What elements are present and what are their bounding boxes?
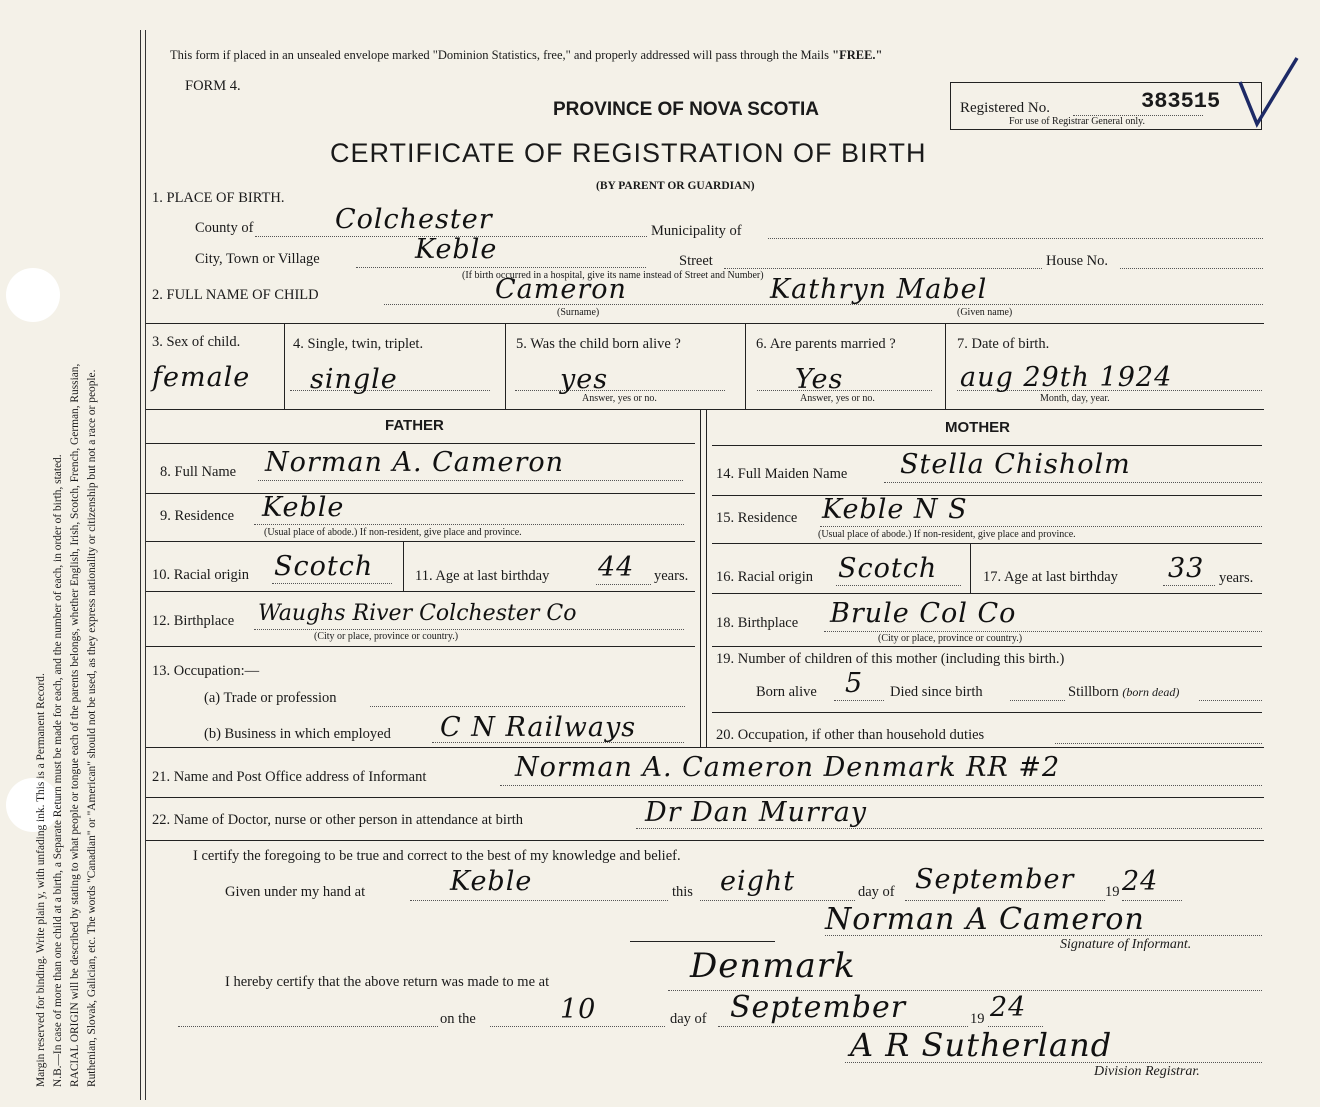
father-race-value: Scotch bbox=[274, 551, 374, 582]
registrar-year-prefix: 19 bbox=[970, 1011, 985, 1027]
mother-residence-label: 15. Residence bbox=[716, 510, 798, 526]
mailing-note-text: This form if placed in an unsealed envelope marked "Dominion Statistics, free," and properly addressed will pass through the Mails bbox=[170, 48, 829, 62]
parents-married-answer: Yes bbox=[795, 364, 844, 395]
dotted-rule bbox=[1163, 585, 1215, 586]
divider bbox=[146, 840, 1264, 841]
died-since-birth-label: Died since birth bbox=[890, 684, 983, 700]
mother-birthplace-label: 18. Birthplace bbox=[716, 615, 799, 631]
divider bbox=[630, 941, 775, 942]
business-label: (b) Business in which employed bbox=[204, 726, 391, 742]
doctor-value: Dr Dan Murray bbox=[645, 797, 868, 828]
father-heading: FATHER bbox=[385, 417, 444, 434]
divider bbox=[403, 541, 404, 591]
mother-heading: MOTHER bbox=[945, 419, 1010, 436]
dotted-rule bbox=[1120, 268, 1263, 269]
dotted-rule bbox=[700, 900, 855, 901]
form-label: FORM 4. bbox=[185, 78, 241, 94]
occupation-label: 13. Occupation:— bbox=[152, 663, 260, 679]
father-birthplace-value: Waughs River Colchester Co bbox=[258, 601, 577, 626]
child-surname: Cameron bbox=[495, 274, 627, 305]
answer-note: Answer, yes or no. bbox=[582, 393, 657, 404]
check-mark-icon bbox=[1235, 52, 1305, 132]
father-residence-note: (Usual place of abode.) If non-resident, give place and province. bbox=[264, 527, 522, 538]
side-note-line: N.B.—In case of more than one child at a birth, a Separate Return must be made for each, and the number of each, in order of birth, stated. bbox=[52, 454, 64, 1087]
city-label: City, Town or Village bbox=[195, 251, 320, 267]
day-value: eight bbox=[720, 866, 796, 897]
registrar-month-value: September bbox=[730, 990, 907, 1025]
father-birthplace-label: 12. Birthplace bbox=[152, 613, 235, 629]
registered-label: Registered No. bbox=[960, 100, 1050, 116]
side-note-line: RACIAL ORIGIN will be described by stating to what people or tongue each of the parents belongs, whether English, Irish, Scotch, French, German, Russian, bbox=[69, 363, 81, 1087]
divider bbox=[146, 646, 695, 647]
divider bbox=[712, 593, 1262, 594]
sex-label: 3. Sex of child. bbox=[152, 334, 241, 350]
mother-birthplace-note: (City or place, province or country.) bbox=[878, 633, 1023, 644]
mother-name-label: 14. Full Maiden Name bbox=[716, 466, 848, 482]
father-residence-label: 9. Residence bbox=[160, 508, 235, 524]
dotted-rule bbox=[490, 1026, 665, 1027]
divider bbox=[706, 409, 707, 747]
side-note-line: Ruthenian, Slovak, Galician, etc. The words "Canadian" or "American" should not be used, as they express nationality or citizenship but not a race or people. bbox=[86, 369, 98, 1087]
divider bbox=[146, 323, 1264, 324]
divider bbox=[146, 493, 695, 494]
father-name-value: Norman A. Cameron bbox=[265, 447, 565, 478]
year-value: 24 bbox=[1122, 866, 1159, 897]
dotted-rule bbox=[254, 524, 684, 525]
mother-residence-value: Keble N S bbox=[822, 494, 968, 525]
mother-race-label: 16. Racial origin bbox=[716, 569, 814, 585]
margin-rule bbox=[140, 30, 141, 1100]
given-note: (Given name) bbox=[957, 307, 1013, 318]
stillborn-label-text: Stillborn bbox=[1068, 684, 1119, 700]
born-alive-label: Born alive bbox=[756, 684, 817, 700]
dotted-rule bbox=[258, 480, 683, 481]
dotted-rule bbox=[884, 482, 1262, 483]
father-age-label: 11. Age at last birthday bbox=[415, 568, 550, 584]
divider bbox=[146, 409, 1264, 410]
dotted-rule bbox=[410, 900, 668, 901]
mother-birthplace-value: Brule Col Co bbox=[830, 598, 1017, 629]
dob-label: 7. Date of birth. bbox=[957, 336, 1050, 352]
doctor-label: 22. Name of Doctor, nurse or other person in attendance at birth bbox=[152, 812, 524, 828]
month-value: September bbox=[915, 864, 1075, 895]
dotted-rule bbox=[905, 900, 1105, 901]
place-heading: 1. PLACE OF BIRTH. bbox=[152, 190, 285, 206]
certify-statement: I certify the foregoing to be true and correct to the best of my knowledge and belief. bbox=[193, 848, 681, 864]
registered-box bbox=[950, 82, 1262, 130]
divider bbox=[712, 712, 1262, 713]
child-given-name: Kathryn Mabel bbox=[770, 274, 988, 305]
informant-label: 21. Name and Post Office address of Informant bbox=[152, 769, 427, 785]
informant-signature: Norman A Cameron bbox=[825, 902, 1145, 937]
day-of-label: day of bbox=[858, 884, 895, 900]
dob-note: Month, day, year. bbox=[1040, 393, 1110, 404]
trade-label: (a) Trade or profession bbox=[204, 690, 337, 706]
divider bbox=[745, 323, 746, 409]
year-prefix: 19 bbox=[1105, 884, 1120, 900]
page-title: CERTIFICATE OF REGISTRATION OF BIRTH bbox=[330, 138, 927, 168]
dotted-rule bbox=[1010, 700, 1065, 701]
dotted-rule bbox=[1122, 900, 1182, 901]
mailing-free: "FREE." bbox=[832, 48, 883, 62]
dob-value: aug 29th 1924 bbox=[960, 362, 1173, 393]
divider bbox=[146, 541, 695, 542]
dotted-rule bbox=[636, 828, 1262, 829]
divider bbox=[146, 747, 1264, 748]
side-notes bbox=[33, 77, 101, 1087]
dotted-rule bbox=[254, 629, 684, 630]
dotted-rule bbox=[757, 390, 932, 391]
divider bbox=[712, 543, 1262, 544]
municipality-label: Municipality of bbox=[651, 223, 742, 239]
page-subtitle: (BY PARENT OR GUARDIAN) bbox=[596, 180, 755, 192]
dotted-rule bbox=[724, 268, 1042, 269]
mother-years: years. bbox=[1219, 570, 1254, 586]
registrar-statement: I hereby certify that the above return was made to me at bbox=[225, 974, 550, 990]
born-alive-question: 5. Was the child born alive ? bbox=[516, 336, 681, 352]
answer-note: Answer, yes or no. bbox=[800, 393, 875, 404]
given-place-value: Keble bbox=[450, 866, 533, 897]
plurality-label: 4. Single, twin, triplet. bbox=[293, 336, 424, 352]
business-value: C N Railways bbox=[440, 712, 637, 743]
sex-value: female bbox=[152, 362, 251, 393]
signature-informant-label: Signature of Informant. bbox=[1060, 937, 1192, 952]
dotted-rule bbox=[370, 706, 685, 707]
registrar-day-of-label: day of bbox=[670, 1011, 707, 1027]
plurality-value: single bbox=[310, 364, 398, 395]
divider bbox=[970, 543, 971, 593]
side-note-line: Margin reserved for binding. Write plain y, with unfading ink. This is a Permanent Record. bbox=[35, 673, 47, 1087]
surname-note: (Surname) bbox=[557, 307, 600, 318]
mother-race-value: Scotch bbox=[838, 553, 938, 584]
city-value: Keble bbox=[415, 234, 498, 265]
dotted-rule bbox=[1055, 743, 1262, 744]
this-label: this bbox=[672, 884, 693, 900]
dotted-rule bbox=[1199, 700, 1262, 701]
mailing-note bbox=[170, 48, 882, 63]
dotted-rule bbox=[356, 267, 646, 268]
mother-occupation-label: 20. Occupation, if other than household duties bbox=[716, 727, 985, 743]
father-age-value: 44 bbox=[598, 552, 635, 583]
divider bbox=[712, 646, 1262, 647]
mother-age-label: 17. Age at last birthday bbox=[983, 569, 1118, 585]
registered-number: 383515 bbox=[1141, 89, 1221, 114]
divider bbox=[505, 323, 506, 409]
dotted-rule bbox=[836, 585, 961, 586]
registrar-year-value: 24 bbox=[990, 992, 1027, 1023]
parents-married-question: 6. Are parents married ? bbox=[756, 336, 896, 352]
hospital-note: (If birth occurred in a hospital, give its name instead of Street and Number) bbox=[462, 270, 764, 281]
on-the-label: on the bbox=[440, 1011, 476, 1027]
dotted-rule bbox=[824, 631, 1262, 632]
dotted-rule bbox=[515, 390, 725, 391]
child-name-label: 2. FULL NAME OF CHILD bbox=[152, 287, 319, 303]
mother-name-value: Stella Chisholm bbox=[900, 449, 1131, 480]
county-value: Colchester bbox=[335, 204, 493, 235]
informant-value: Norman A. Cameron Denmark RR #2 bbox=[515, 752, 1061, 783]
given-under-label: Given under my hand at bbox=[225, 884, 366, 900]
margin-rule bbox=[145, 30, 146, 1100]
divider bbox=[712, 445, 1262, 446]
house-label: House No. bbox=[1046, 253, 1109, 269]
province-heading: PROVINCE OF NOVA SCOTIA bbox=[553, 99, 820, 120]
divider bbox=[146, 443, 695, 444]
father-name-label: 8. Full Name bbox=[160, 464, 237, 480]
divider bbox=[700, 409, 701, 747]
children-count-label: 19. Number of children of this mother (including this birth.) bbox=[716, 651, 1065, 667]
father-birthplace-note: (City or place, province or country.) bbox=[314, 631, 459, 642]
stillborn-note: (born dead) bbox=[1122, 685, 1180, 699]
divider bbox=[945, 323, 946, 409]
registered-note: For use of Registrar General only. bbox=[1009, 116, 1145, 127]
registrar-place-value: Denmark bbox=[690, 946, 856, 986]
dotted-rule bbox=[768, 238, 1263, 239]
registrar-signature: A R Sutherland bbox=[850, 1026, 1113, 1064]
divider bbox=[712, 495, 1262, 496]
registrar-day-value: 10 bbox=[560, 994, 597, 1025]
dotted-rule bbox=[596, 584, 651, 585]
street-label: Street bbox=[679, 253, 713, 269]
dotted-rule bbox=[272, 583, 392, 584]
mother-age-value: 33 bbox=[1168, 553, 1205, 584]
father-years: years. bbox=[654, 568, 689, 584]
mother-residence-note: (Usual place of abode.) If non-resident, give place and province. bbox=[818, 529, 1076, 540]
born-alive-answer: yes bbox=[560, 364, 609, 395]
dotted-rule bbox=[820, 526, 1262, 527]
stillborn-label bbox=[1068, 684, 1179, 701]
father-race-label: 10. Racial origin bbox=[152, 567, 250, 583]
dotted-rule bbox=[500, 785, 1262, 786]
divider bbox=[146, 591, 695, 592]
division-registrar-label: Division Registrar. bbox=[1094, 1064, 1200, 1079]
dotted-rule bbox=[178, 1026, 438, 1027]
born-alive-value: 5 bbox=[845, 668, 864, 699]
dotted-rule bbox=[834, 700, 884, 701]
divider bbox=[284, 323, 285, 409]
father-residence-value: Keble bbox=[262, 492, 345, 523]
county-label: County of bbox=[195, 220, 254, 236]
